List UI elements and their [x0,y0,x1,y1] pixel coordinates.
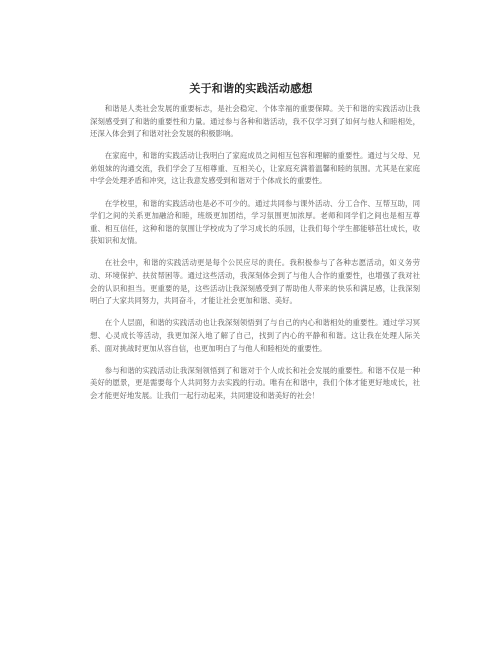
document-body [90,103,420,412]
paragraph-family: 在家庭中，和谐的实践活动让我明白了家庭成员之间相互包容和理解的重要性。通过与父母、兄弟姐妹的沟通交流，我们学会了互相尊重、互相关心，让家庭充满着温馨和睦的氛围。尤其是在家庭中学会处理矛盾和冲突，这让我意发感受到和谐对于个体成长的重要性。 [90,151,420,186]
paragraph-conclusion: 参与和谐的实践活动让我深刻领悟到了和谐对于个人成长和社会发展的重要性。和谐不仅是一种美好的愿景，更是需要每个人共同努力去实践的行动。唯有在和谐中，我们个体才能更好地成长，社会才能更好地发展。让我们一起行动起来，共同建设和谐美好的社会！ [90,365,420,400]
paragraph-personal: 在个人层面，和谐的实践活动也让我深刻领悟到了与自己的内心和谐相处的重要性。通过学习冥想、心灵成长等活动，我更加深入地了解了自己，找到了内心的平静和和谐。这让我在处理人际关系、面对挑战时更加从容自信，也更加明白了与他人和睦相处的重要性。 [90,318,420,353]
paragraph-intro: 和谐是人类社会发展的重要标志，是社会稳定、个体幸福的重要保障。关于和谐的实践活动让我深刻感受到了和谐的重要性和力量。通过参与各种和谐活动，我不仅学习到了如何与他人和睦相处，还深入体会到了和谐对社会发展的积极影响。 [90,104,420,139]
paragraph-society: 在社会中，和谐的实践活动更是每个公民应尽的责任。我积极参与了各种志愿活动，如义务劳动、环境保护、扶贫帮困等。通过这些活动，我深刻体会到了与他人合作的重要性，也增强了我对社会的认识和担当。更重要的是，这些活动让我深刻感受到了帮助他人带来的快乐和满足感，让我深刻明白了大家共同努力，共同奋斗，才能让社会更加和谐、美好。 [90,258,420,306]
paragraph-school: 在学校里，和谐的实践活动也是必不可少的。通过共同参与课外活动、分工合作、互帮互助，同学们之间的关系更加融洽和睦，班级更加团结，学习氛围更加浓厚。老师和同学们之间也是相互尊重、相互信任，这种和谐的氛围让学校成为了学习成长的乐园，让我们每个学生都能够茁壮成长，收获知识和友情。 [90,198,420,246]
document-title: 关于和谐的实践活动感想 [189,82,313,95]
